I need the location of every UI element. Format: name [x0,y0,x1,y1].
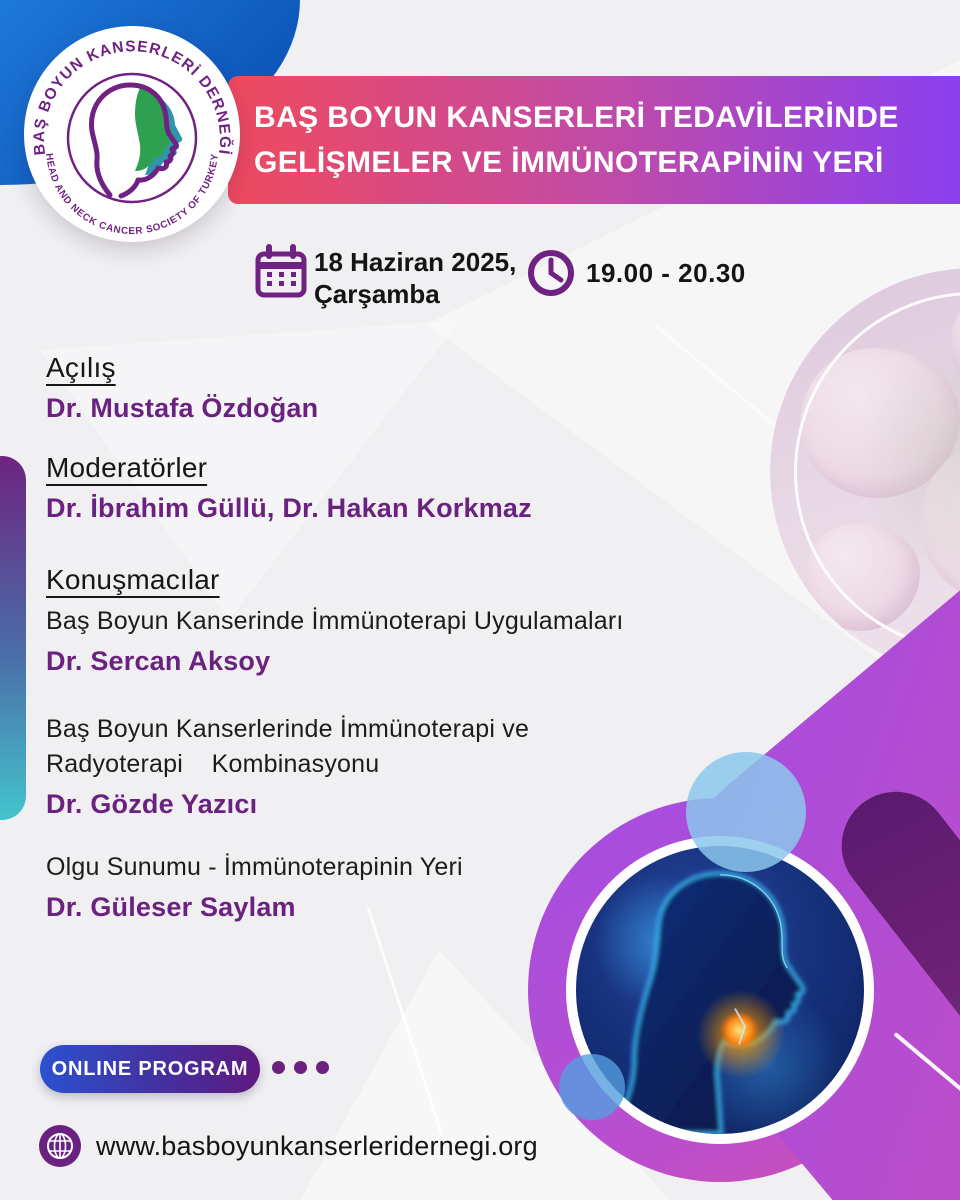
event-date-line2: Çarşamba [314,279,440,309]
talk-item [46,850,463,923]
society-logo [24,26,240,242]
speaker-name: Dr. Gözde Yazıcı [46,789,258,819]
decorative-dots [272,1061,329,1074]
online-program-button-label: ONLINE PROGRAM [51,1057,249,1080]
talk-title-line1: Baş Boyun Kanserlerinde İmmünoterapi ve [46,715,530,743]
talk-title: Baş Boyun Kanserinde İmmünoterapi Uygulamaları [46,607,624,635]
speaker-name: Dr. Mustafa Özdoğan [46,393,319,423]
event-title-line2: GELİŞMELER VE İMMÜNOTERAPİNİN YERİ [254,146,884,179]
decorative-blue-circle [559,1054,625,1120]
clock-icon [527,249,575,297]
speaker-name: Dr. Güleser Saylam [46,892,296,922]
speaker-name: Dr. Sercan Aksoy [46,646,271,676]
logo-arc-top-text: BAŞ BOYUN KANSERLERİ DERNEĞİ [30,38,234,157]
decorative-blue-circle [686,752,806,872]
dot [294,1061,307,1074]
section-opening [46,352,318,424]
section-heading: Konuşmacılar [46,564,220,595]
online-program-button[interactable] [40,1045,260,1093]
section-moderators [46,452,532,524]
talk-title: Olgu Sunumu - İmmünoterapinin Yeri [46,853,463,881]
logo-arc-bottom-text: HEAD AND NECK CANCER SOCIETY OF TURKEY [43,152,221,238]
website-row [38,1124,538,1168]
society-logo-emblem [24,26,240,242]
calendar-icon [252,243,310,301]
event-date-line1: 18 Haziran 2025, [314,247,517,277]
head-profiles-graphic [91,85,182,196]
website-url[interactable]: www.basboyunkanserleridernegi.org [96,1130,538,1161]
section-heading: Açılış [46,352,116,383]
event-date [314,246,516,310]
section-speakers [46,564,220,596]
section-heading: Moderatörler [46,452,208,483]
svg-text:BAŞ BOYUN KANSERLERİ DERNEĞİ [31,38,234,156]
event-title-line1: BAŞ BOYUN KANSERLERİ TEDAVİLERİNDE [254,101,899,134]
speaker-name: Dr. İbrahim Güllü, Dr. Hakan Korkmaz [46,493,532,523]
talk-item [46,712,529,820]
talk-item [46,604,624,677]
svg-text:HEAD AND NECK CANCER SOCIETY O [43,153,221,237]
dot [272,1061,285,1074]
title-banner [228,76,960,204]
talk-title-line2: Radyoterapi Kombinasyonu [46,750,380,778]
left-accent-ribbon [0,456,26,820]
event-time: 19.00 - 20.30 [586,258,746,288]
globe-icon [38,1124,82,1168]
dot [316,1061,329,1074]
